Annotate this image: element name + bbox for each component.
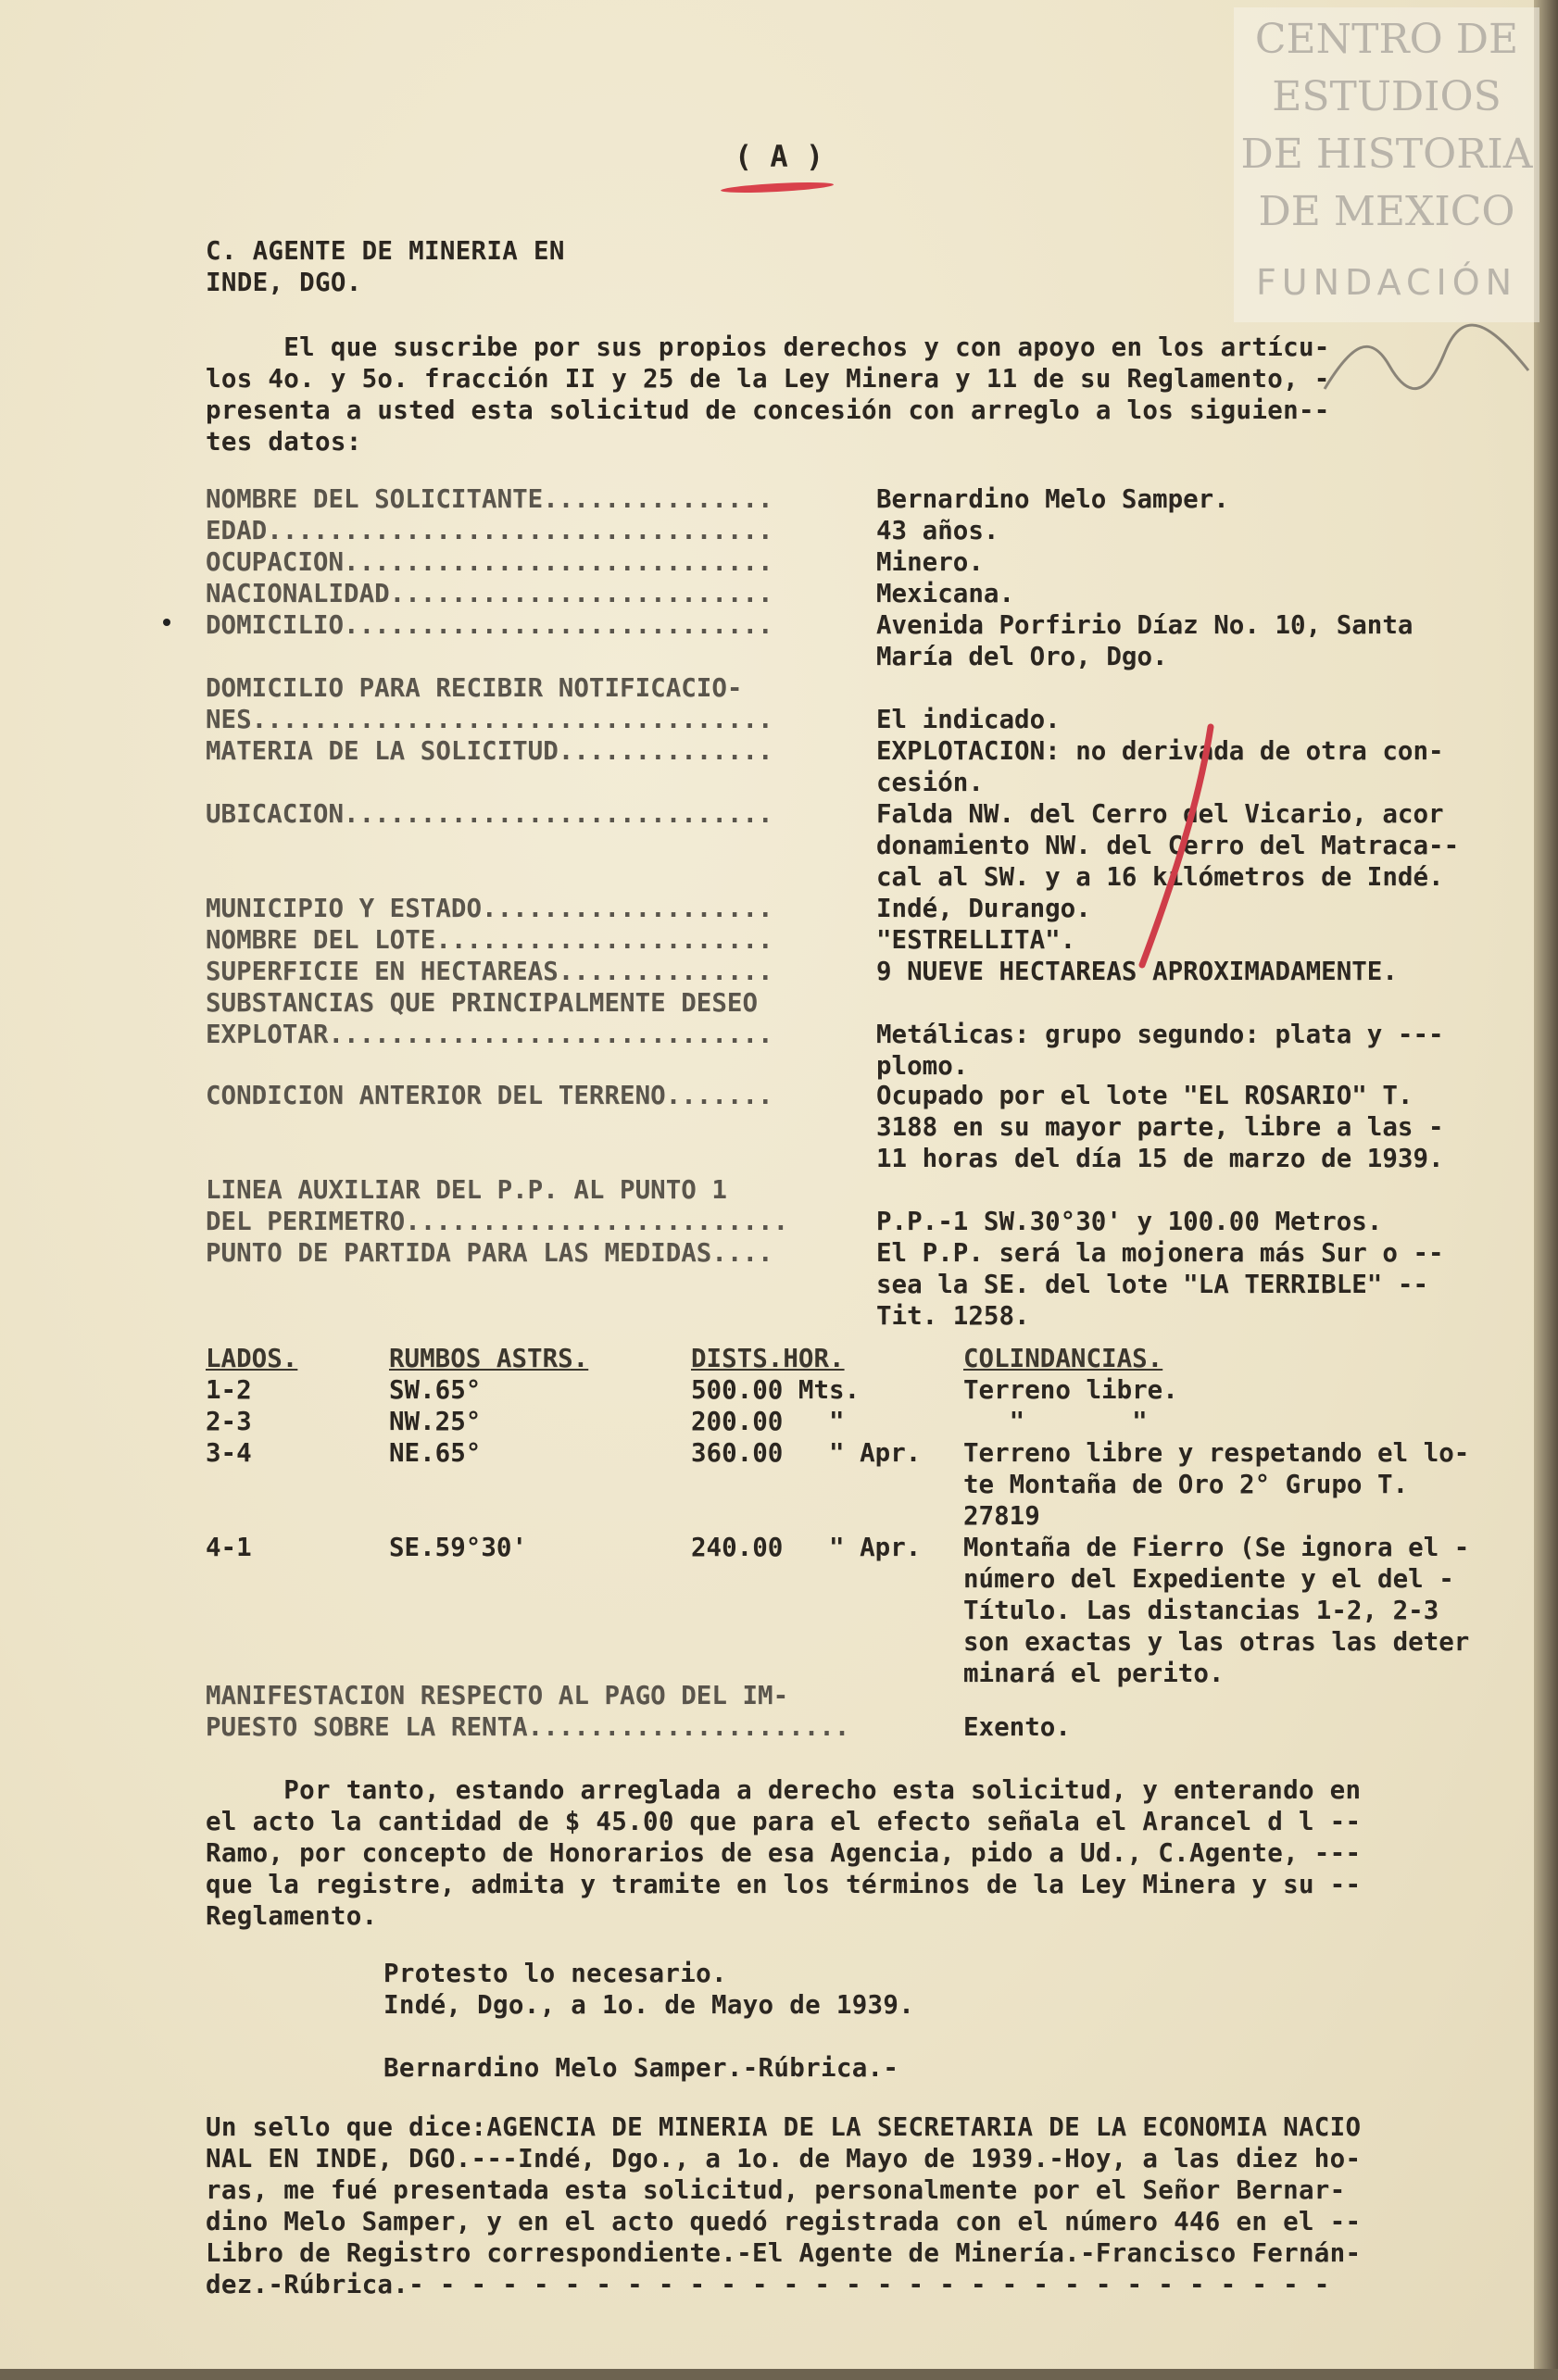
red-underline-mark [721, 181, 834, 194]
intro-line: los 4o. y 5o. fracción II y 25 de la Ley Minera y 11 de su Reglamento, - [206, 364, 1330, 394]
watermark-line: CENTRO DE [1254, 16, 1519, 63]
seal-line: dez.-Rúbrica.- - - - - - - - - - - - - - - - - - - - - - - - - - - - - - [206, 2270, 1330, 2299]
margin-dot [163, 619, 170, 626]
page-edge-bottom [0, 2369, 1558, 2380]
watermark-line: ESTUDIOS [1272, 73, 1501, 120]
field-label: SUPERFICIE EN HECTAREAS.............. [206, 957, 773, 986]
signature-line: Bernardino Melo Samper.-Rúbrica.- [383, 2053, 899, 2083]
field-value: Indé, Durango. [876, 894, 1091, 923]
field-label: NOMBRE DEL LOTE...................... [206, 925, 773, 955]
table-cell-dist: 500.00 Mts. [691, 1375, 861, 1405]
table-cell-dist: 360.00 " Apr. [691, 1438, 922, 1468]
field-label: MUNICIPIO Y ESTADO................... [206, 894, 773, 923]
place-date-line: Indé, Dgo., a 1o. de Mayo de 1939. [383, 1990, 915, 2020]
closing-line: el acto la cantidad de $ 45.00 que para el efecto señala el Arancel d l -- [206, 1807, 1362, 1836]
table-header: COLINDANCIAS. [963, 1344, 1163, 1373]
field-value: El indicado. [876, 705, 1061, 734]
field-label: NOMBRE DEL SOLICITANTE............... [206, 484, 773, 514]
field-label: OCUPACION............................ [206, 547, 773, 577]
page-heading [0, 139, 1558, 174]
field-value: El P.P. será la mojonera más Sur o -- sea la SE. del lote "LA TERRIBLE" -- Tit. 1258. [876, 1238, 1444, 1331]
field-label: SUBSTANCIAS QUE PRINCIPALMENTE DESEO EXPLOTAR............................. [206, 988, 773, 1049]
table-cell-lado: 4-1 [206, 1533, 252, 1562]
field-value: Metálicas: grupo segundo: plata y --- plomo. [876, 1020, 1444, 1081]
intro-line: El que suscribe por sus propios derechos y con apoyo en los artícu- [206, 332, 1330, 362]
intro-line: tes datos: [206, 427, 362, 457]
seal-line: Un sello que dice:AGENCIA DE MINERIA DE LA SECRETARIA DE LA ECONOMIA NACIO [206, 2112, 1362, 2142]
field-label: MATERIA DE LA SOLICITUD.............. [206, 736, 773, 766]
table-header: DISTS.HOR. [691, 1344, 845, 1373]
seal-line: NAL EN INDE, DGO.---Indé, Dgo., a 1o. de Mayo de 1939.-Hoy, a las diez ho- [206, 2144, 1362, 2173]
table-cell-dist: 240.00 " Apr. [691, 1533, 922, 1562]
closing-line: Por tanto, estando arreglada a derecho esta solicitud, y enterando en [206, 1775, 1362, 1805]
addressee-line: INDE, DGO. [206, 268, 362, 297]
field-value: 9 NUEVE HECTAREAS APROXIMADAMENTE. [876, 957, 1398, 986]
addressee-line: C. AGENTE DE MINERIA EN [206, 236, 565, 266]
field-label: UBICACION............................ [206, 799, 773, 829]
field-value: Avenida Porfirio Díaz No. 10, Santa María del Oro, Dgo. [876, 610, 1414, 671]
table-cell-colindancia: " " [963, 1407, 1148, 1436]
field-value: Ocupado por el lote "EL ROSARIO" T. 3188 en su mayor parte, libre a las - 11 horas del día 15 de marzo de 1939. [876, 1081, 1444, 1173]
watermark-line: DE HISTORIA [1240, 131, 1533, 178]
seal-line: ras, me fué presentada esta solicitud, personalmente por el Señor Bernar- [206, 2175, 1346, 2205]
protesto-line: Protesto lo necesario. [383, 1959, 727, 1988]
table-cell-dist: 200.00 " [691, 1407, 845, 1436]
field-label: NACIONALIDAD......................... [206, 579, 773, 608]
table-cell-colindancia: Terreno libre. [963, 1375, 1178, 1405]
table-cell-colindancia: Montaña de Fierro (Se ignora el - número del Expediente y el del - Título. Las distancias 1-2, 2-3 son exactas y las otras las deter minará el perito. [963, 1533, 1470, 1688]
field-value: Falda NW. del Cerro del Vicario, acor donamiento NW. del Cerro del Matraca-- cal al SW. y a 16 kilómetros de Indé. [876, 799, 1460, 892]
field-value: Mexicana. [876, 579, 1015, 608]
field-value: 43 años. [876, 516, 999, 545]
seal-line: dino Melo Samper, y en el acto quedó registrada con el número 446 en el -- [206, 2207, 1362, 2236]
table-cell-lado: 1-2 [206, 1375, 252, 1405]
watermark-line: DE MEXICO [1258, 188, 1515, 235]
field-value: EXPLOTACION: no derivada de otra con- cesión. [876, 736, 1444, 797]
field-label: PUNTO DE PARTIDA PARA LAS MEDIDAS.... [206, 1238, 773, 1268]
field-value: Bernardino Melo Samper. [876, 484, 1229, 514]
watermark-line: FUNDACIÓN [1255, 262, 1518, 303]
manifestacion-label: MANIFESTACION RESPECTO AL PAGO DEL IM- PUESTO SOBRE LA RENTA..................... [206, 1681, 850, 1742]
table-cell-colindancia: Terreno libre y respetando el lo- te Montaña de Oro 2° Grupo T. 27819 [963, 1438, 1470, 1531]
field-value: P.P.-1 SW.30°30' y 100.00 Metros. [876, 1207, 1383, 1236]
handwritten-scribble [1315, 315, 1538, 417]
closing-line: Ramo, por concepto de Honorarios de esa Agencia, pido a Ud., C.Agente, --- [206, 1838, 1362, 1868]
field-label: EDAD................................. [206, 516, 773, 545]
field-value: "ESTRELLITA". [876, 925, 1076, 955]
manifestacion-value: Exento. [963, 1712, 1071, 1742]
intro-line: presenta a usted esta solicitud de concesión con arreglo a los siguien-- [206, 395, 1330, 425]
table-header: RUMBOS ASTRS. [389, 1344, 589, 1373]
table-cell-rumbo: NE.65° [389, 1438, 482, 1468]
closing-line: Reglamento. [206, 1901, 378, 1931]
table-cell-rumbo: NW.25° [389, 1407, 482, 1436]
table-cell-lado: 2-3 [206, 1407, 252, 1436]
field-label: CONDICION ANTERIOR DEL TERRENO....... [206, 1081, 773, 1110]
field-label: DOMICILIO PARA RECIBIR NOTIFICACIO- NES.................................. [206, 673, 773, 734]
table-header: LADOS. [206, 1344, 298, 1373]
field-label: DOMICILIO............................ [206, 610, 773, 640]
table-cell-rumbo: SW.65° [389, 1375, 482, 1405]
seal-line: Libro de Registro correspondiente.-El Agente de Minería.-Francisco Fernán- [206, 2238, 1362, 2268]
table-cell-rumbo: SE.59°30' [389, 1533, 528, 1562]
red-check-mark [1125, 722, 1227, 972]
closing-line: que la registre, admita y tramite en los términos de la Ley Minera y su -- [206, 1870, 1362, 1899]
heading-label: ( A ) [734, 139, 824, 174]
table-cell-lado: 3-4 [206, 1438, 252, 1468]
field-value: Minero. [876, 547, 984, 577]
field-label: LINEA AUXILIAR DEL P.P. AL PUNTO 1 DEL PERIMETRO......................... [206, 1175, 789, 1236]
